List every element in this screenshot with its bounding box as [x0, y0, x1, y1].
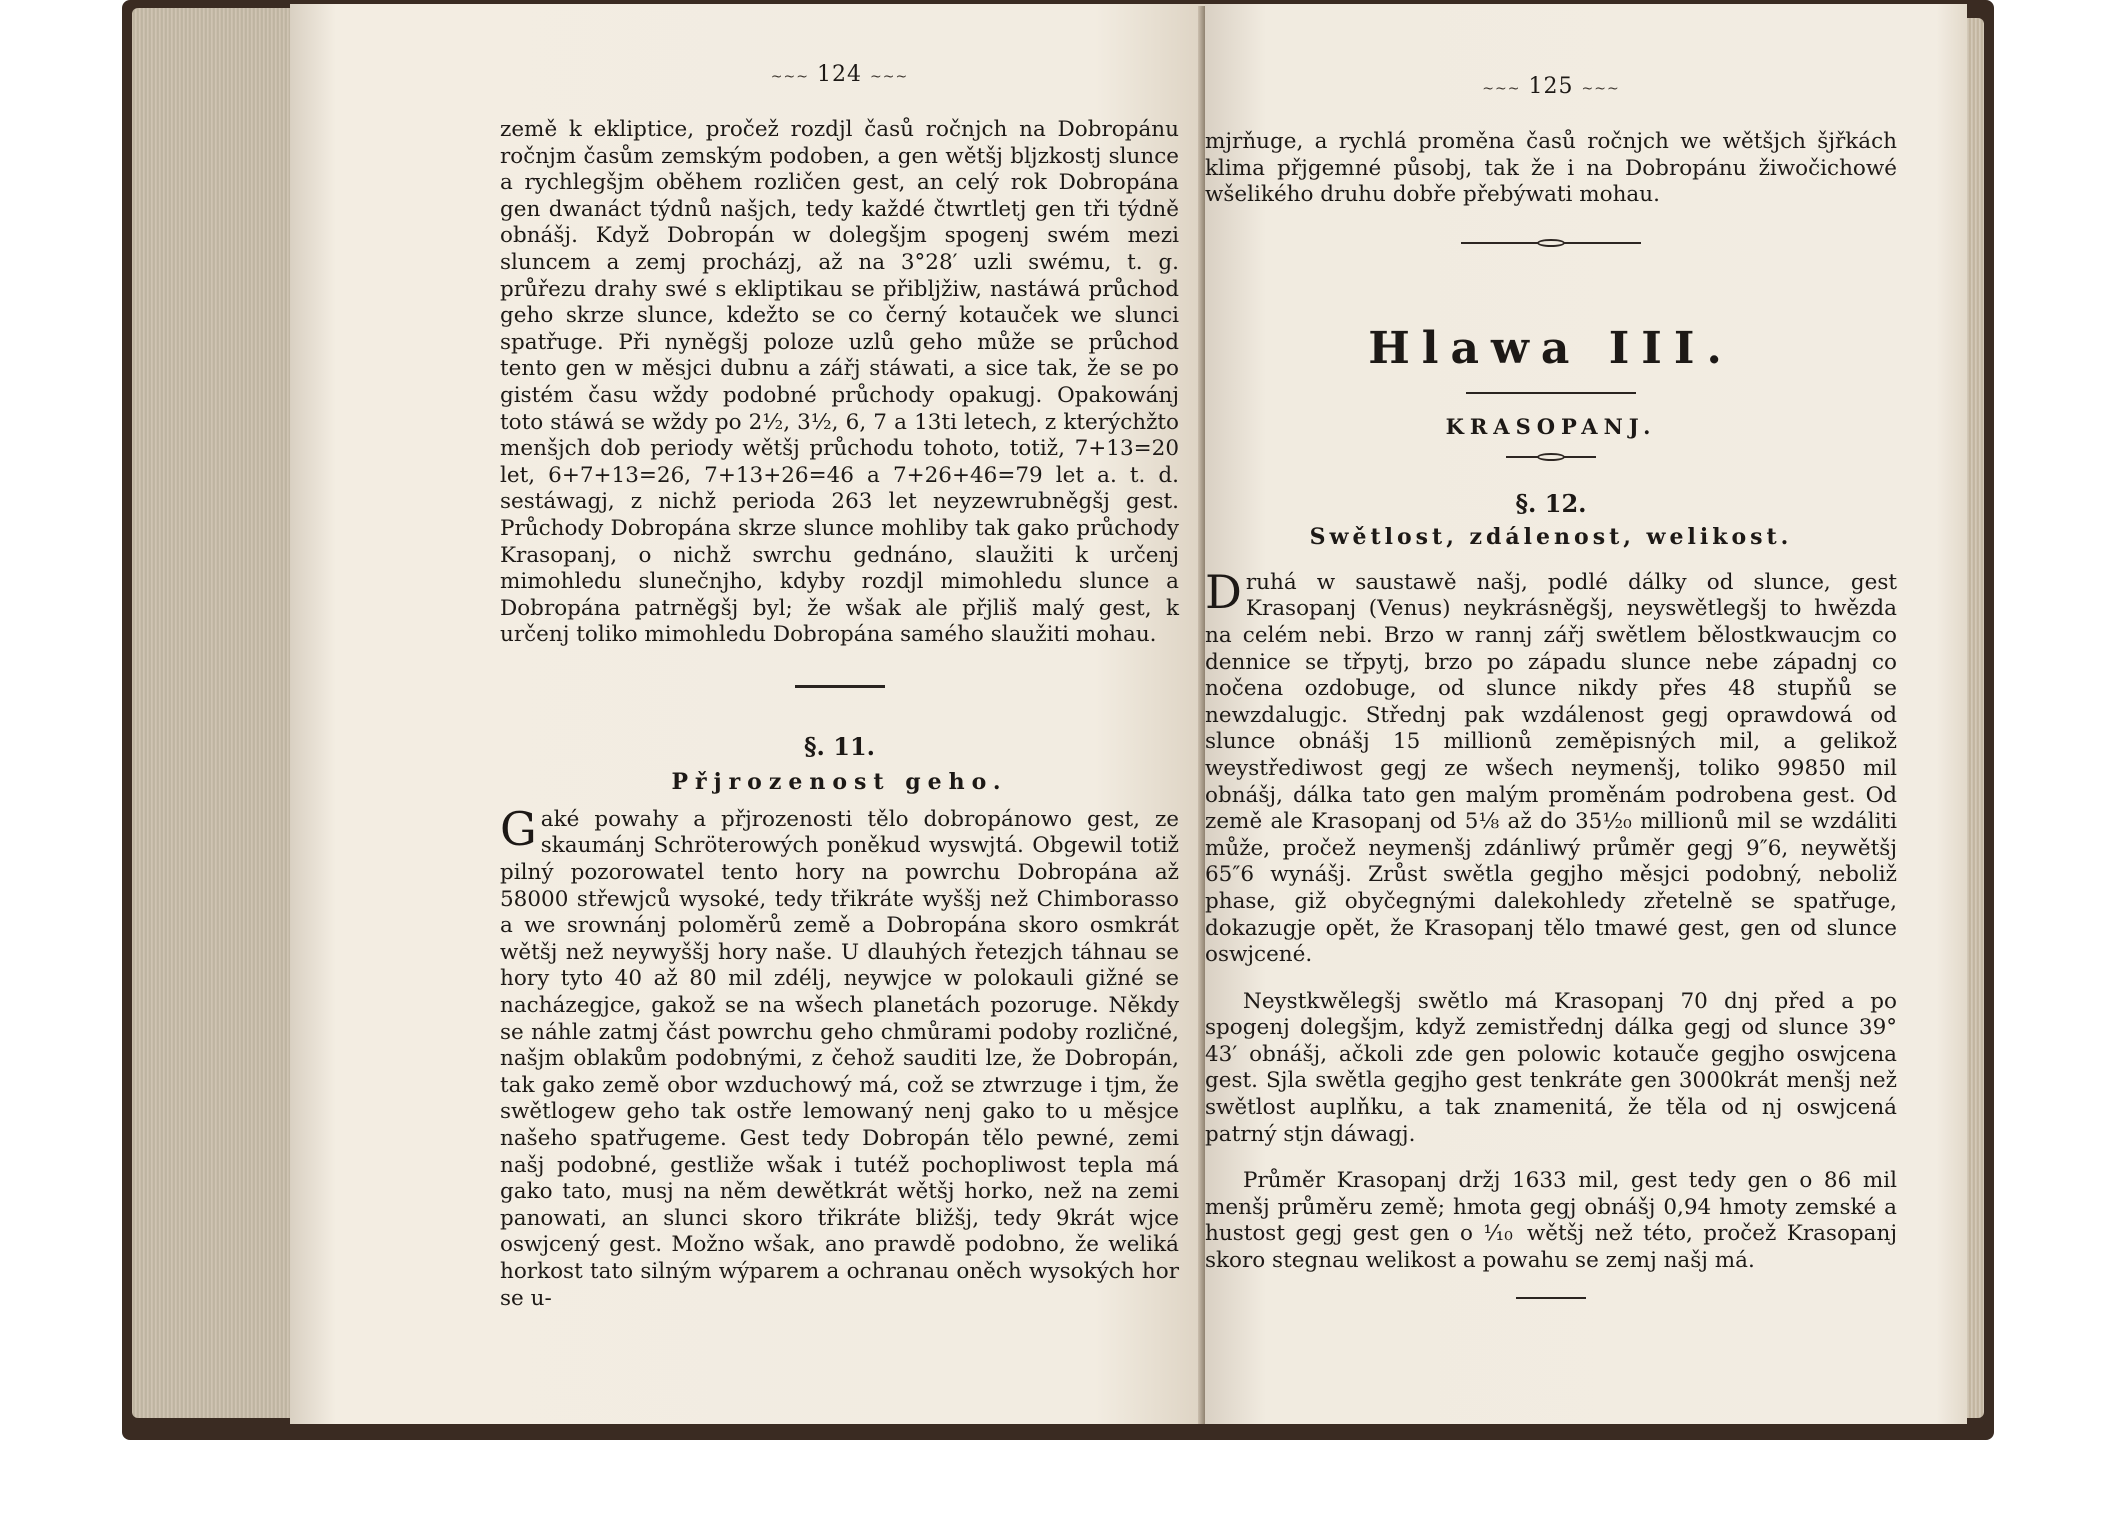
- folio-ornament-left: ~~~: [1482, 81, 1521, 97]
- left-text-bottom: [500, 801, 1179, 1312]
- right-page: [1205, 4, 1967, 1424]
- section-number: §. 12.: [1515, 488, 1587, 518]
- subtitle-flourish: [1506, 453, 1596, 461]
- section-number: §. 11.: [803, 731, 875, 761]
- drop-cap: G: [500, 801, 537, 856]
- chapter-subtitle: KRASOPANJ.: [1445, 413, 1657, 439]
- section-divider: [795, 685, 885, 688]
- left-page-edges: [132, 8, 290, 1418]
- end-divider: [1516, 1297, 1586, 1299]
- left-paragraph-2: aké powahy a přjrozenosti tělo dobropánowo gest, ze skaumánj Schröterowých poněkud wyswjtá. Obgewil totiž pilný pozorowatel tento hory na powrchu Dobropána až 58000 střewjců wysoké, tedy třikráte wyššj než Chimborasso a we srownánj poloměrů země a Dobropána skoro osmkrát wětšj než neywyššj hory naše. U dlauhých řetezjch táhnau se hory tyto 40 až 80 mil zdélj, neywjce w polokauli gižné se nacházegjce, gakož se na wšech planetách pozoruge. Někdy se náhle zatmj část powrchu geho chmůrami podoby rozličné, našjm oblakům podobnými, z čehož sauditi lze, že Dobropán, tak gako země obor wzduchowý má, což se ztwrzuge i tjm, že swětlogew geho tak ostře lemowaný nenj gako to u měsjce našeho spatřugeme. Gest tedy Dobropán tělo pewné, zemi našj podobné, gestliže wšak i tutéž pochopliwost tepla má gako tato, musj na něm dewětkrát wětšj horko, než na zemi panowati, an slunci skoro třikráte bližšj, tedy 9krát wjce oswjcený gest. Možno wšak, ano prawdě podobno, že weliká horkost tato silným wýparem a ochranau oněch wysokých hor se u-: [500, 806, 1179, 1311]
- left-paragraph-1: země k ekliptice, pročež rozdjl časů ročnjch na Dobropánu ročnjm časům zemským podoben, a gen wětšj bljzkostj slunce a rychlegšjm oběhem rozličen gest, an celý rok Dobropána gen dwanáct týdnů našjch, tedy každé čtwrtletj gen tři týdně obnášj. Když Dobropán w dolegšjm spogenj swém mezi sluncem a zemj procházj, až na 3°28′ uzli swému, t. g. průřezu drahy swé s ekliptikau se přibljžiw, nastáwá průchod geho skrze slunce, kdežto se co černý kotauček we slunci spatřuge. Při nyněgšj poloze uzlů geho může se průchod tento gen w měsjci dubnu a zářj stáwati, a sice tak, že se po gistém času wždy podobné průchody opakugj. Opakowánj toto stáwá se wždy po 2½, 3½, 6, 7 a 13ti letech, z kterýchžto menšjch dob periody wětšj průchodu tohoto, totiž, 7+13=20 let, 6+7+13=26, 7+13+26=46 a 7+26+46=79 let a. t. d. sestáwagj, z nichž perioda 263 let neyzewrubněgšj gest. Průchody Dobropána skrze slunce mohliby tak gako průchody Krasopanj, o nichž swrchu gednáno, slaužiti k určenj mimohledu slunečnjho, kdyby rozdjl mimohledu slunce a Dobropána patrněgšj byl; že wšak ale přjliš malý gest, k určenj toliko mimohledu Dobropána samého slaužiti mohau.: [500, 117, 1179, 648]
- left-folio: [500, 62, 1179, 87]
- left-text-top: [500, 117, 1179, 649]
- left-page: [290, 4, 1205, 1424]
- chapter-flourish: [1461, 239, 1641, 247]
- right-paragraph-3: Neystkwělegšj swětlo má Krasopanj 70 dnj před a po spogenj dolegšjm, když zemistřednj dálka gegj od slunce 39° 43′ obnášj, ačkoli zde gen polowic kotauče gegjho oswjcena gest. Sjla swětla gegjho gest tenkráte gen 3000krát menšj než swětlost auplňku, a tak znamenitá, že těla od nj oswjcená patrný stjn dáwagj.: [1205, 988, 1897, 1147]
- drop-cap: D: [1205, 564, 1242, 619]
- chapter-title: Hlawa III.: [1368, 322, 1734, 374]
- open-book: [122, 0, 1994, 1440]
- right-text-top: [1205, 129, 1897, 209]
- section-title: Swětlost, zdálenost, welikost.: [1309, 523, 1793, 550]
- right-paragraph-1: mjrňuge, a rychlá proměna časů ročnjch we wětšjch šjřkách klima přjgemné působj, tak že i na Dobropánu žiwočichowé wšelikého druhu dobře přebýwati mohau.: [1205, 129, 1897, 208]
- folio-ornament-right: ~~~: [870, 69, 909, 85]
- right-folio: [1205, 74, 1897, 99]
- folio-ornament-left: ~~~: [770, 69, 809, 85]
- right-paragraph-4: Průměr Krasopanj držj 1633 mil, gest tedy gen o 86 mil menšj průměru země; hmota gegj obnášj 0,94 hmoty zemské a hustost gegj gest gen o ⅒ wětšj než této, pročež Krasopanj skoro stegnau welikost a powahu se zemj našj má.: [1205, 1168, 1897, 1274]
- left-page-number: 124: [817, 62, 862, 87]
- section-title: Přjrozenost geho.: [671, 768, 1008, 795]
- right-paragraph-2: ruhá w saustawě našj, podlé dálky od slunce, gest Krasopanj (Venus) neykrásněgšj, neyswětlegšj to hwězda na celém nebi. Brzo w rannj zářj swětlem bělostkwaucjm co dennice se třpytj, brzo po západu slunce nebe západnj co nočena ozdobuge, od slunce nikdy přes 48 stupňů se newzdalugjc. Střednj pak wzdálenost gegj oprawdowá od slunce obnášj 15 millionů zeměpisných mil, a gelikož weystřediwost gegj ze wšech neymenšj, toliko 99850 mil obnášj, dálka tato gen malým proměnám podrobena gest. Od země ale Krasopanj od 5⅛ až do 35⅟₂₀ millionů mil se wzdáliti může, pročež neymenšj zdánliwý průměr gegj 9″6, neywětšj 65″6 wynášj. Zrůst swětla gegjho měsjci podobný, neboliž phase, giž obyčegnými dalekohledy zřetelně se spatřuge, dokazugje opět, že Krasopanj tělo tmawé gest, gen od slunce oswjcené.: [1205, 569, 1897, 968]
- folio-ornament-right: ~~~: [1581, 81, 1620, 97]
- right-text-body: [1205, 564, 1897, 1275]
- right-page-number: 125: [1528, 74, 1574, 99]
- chapter-rule: [1466, 392, 1636, 394]
